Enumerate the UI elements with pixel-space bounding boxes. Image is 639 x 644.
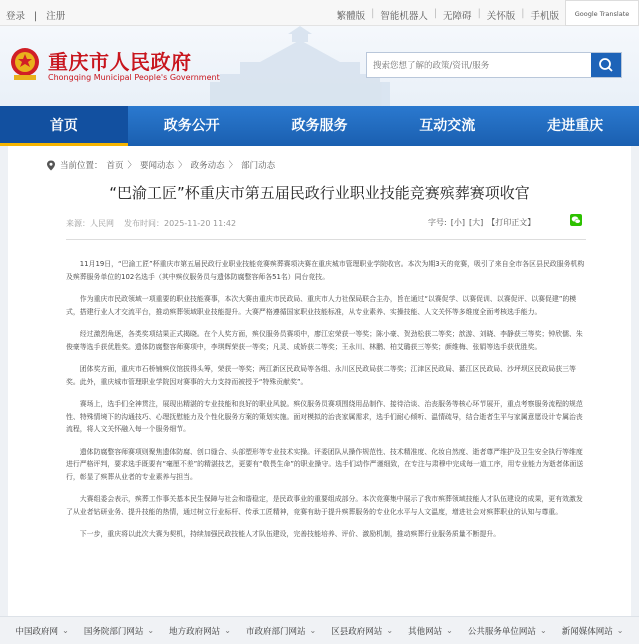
login-link[interactable]: 登录 (6, 11, 26, 22)
article-meta (66, 218, 236, 229)
font-size-label: 字号: (428, 218, 447, 227)
footer-link-label: 市政府部门网站 (245, 626, 306, 637)
nav-about-chongqing[interactable]: 走进重庆 (547, 118, 604, 134)
article-source: 来源：人民网 (66, 219, 114, 228)
nav-government-services[interactable]: 政务服务 (291, 118, 348, 134)
breadcrumb (46, 159, 275, 171)
search-button[interactable] (591, 53, 621, 77)
nav-home[interactable]: 首页 (0, 106, 128, 146)
register-link[interactable]: 注册 (46, 11, 66, 22)
article-title: “巴渝工匠”杯重庆市第五届民政行业职业技能竞赛殡葬赛项收官 (109, 184, 530, 202)
breadcrumb-separator: 〉 (127, 161, 137, 171)
footer-link-city-dept[interactable] (246, 625, 316, 637)
search-icon (591, 53, 621, 77)
separator: | (433, 8, 438, 19)
breadcrumb-dept-news[interactable]: 部门动态 (241, 161, 276, 171)
site-header (0, 26, 639, 106)
footer-link-label: 区县政府网站 (331, 626, 383, 637)
article-paragraph: 遗体防腐整容师赛项则聚焦遗体防腐、创口缝合、头部塑形等专业技术实操。评委团队从操作规范性、技术精准度、化妆自然度、逝者尊严维护及卫生安全执行等维度进行严格评判，要求选手既要有“毫厘不差”的精湛技艺，更要有“敬畏生命”的职业操守。选手们动作严谨细致，在专注与肃穆中完成每一道工序，用专业能力为逝者体面送行，彰显了殡葬从业者的专业素养与担当。 (66, 447, 584, 482)
footer-link-china-gov[interactable] (16, 625, 69, 637)
footer-link-news-media[interactable] (562, 625, 624, 637)
article-paragraph: 作为重庆市民政领域一项重要的职业技能赛事，本次大赛由重庆市民政局、重庆市人力社保局联合主办，旨在通过“以赛促学、以赛促训、以赛促评、以赛促建”的模式，搭建行业人才交流平台，推动殡葬领域职业技能提升。大赛严格遵循国家职业技能标准，从专业素养、实操技能、人文关怀等多维度全面考核选手能力。 (66, 295, 577, 316)
footer-link-label: 新闻媒体网站 (561, 626, 613, 637)
accessibility-link[interactable]: 无障碍 (443, 11, 472, 22)
font-small-button[interactable]: [小] (450, 218, 465, 227)
care-version-link[interactable]: 关怀版 (486, 11, 516, 22)
article-container (8, 146, 631, 616)
footer-link-local-gov[interactable] (169, 625, 231, 637)
footer-link-label: 国务院部门网站 (83, 626, 144, 637)
article-tools (428, 217, 535, 228)
footer-link-label: 公共服务单位网站 (467, 626, 536, 637)
chevron-down-icon: ⌄ (147, 626, 155, 635)
chevron-down-icon: ⌄ (616, 626, 624, 635)
national-emblem-icon (8, 46, 42, 82)
site-title[interactable]: 重庆市人民政府 (48, 50, 192, 74)
breadcrumb-separator: 〉 (178, 161, 187, 171)
google-translate-widget[interactable]: Google Translate (565, 0, 639, 26)
breadcrumb-separator: 〉 (228, 161, 238, 171)
traditional-chinese-link[interactable]: 繁體版 (336, 11, 366, 22)
site-subtitle: Chongqing Municipal People's Government (48, 73, 220, 82)
wechat-share-icon[interactable] (570, 214, 582, 226)
top-utility-bar (0, 0, 639, 26)
breadcrumb-label: 当前位置： (60, 161, 103, 171)
location-pin-icon (46, 160, 56, 171)
article-paragraph: 经过激烈角逐，各类奖项结果正式揭晓。在个人奖方面，殡仪服务员赛项中，廖江宏荣获一等奖；陈小豪、贺劲松获二等奖；歆游、刘晓、李静获三等奖；钟欣儒、朱俊豪等选手获优胜奖。遗体防腐整容师赛项中，李琪辉荣获一等奖；凡灵、成娇获二等奖；王永川、林鹏、柏艾璐获三等奖；颜维梅、张娟等选手获优胜奖。 (66, 330, 583, 351)
article-body (66, 258, 586, 551)
article-paragraph: 下一步，重庆将以此次大赛为契机，持续加强民政技能人才队伍建设，完善技能培养、评价、激励机制，推动殡葬行业服务质量不断提升。 (79, 530, 501, 539)
separator: | (34, 11, 38, 22)
mobile-version-link[interactable]: 手机版 (530, 11, 559, 22)
footer-link-state-council[interactable] (84, 625, 154, 637)
search-input[interactable] (373, 58, 585, 73)
article-date: 发布时间：2025-11-20 11:42 (124, 219, 237, 228)
separator: | (521, 8, 525, 19)
article-paragraph: 大赛组委会表示，殡葬工作事关基本民生保障与社会和谐稳定，是民政事业的重要组成部分。本次竞赛集中展示了我市殡葬领域技能人才队伍建设的成果，更有效激发了从业者钻研业务、提升技能的热情，通过树立行业标杆、传承工匠精神，竞赛有助于提升殡葬服务的专业化水平与人文温度，增进社会对殡葬职业的认知与尊重。 (66, 495, 583, 517)
footer-link-other[interactable] (408, 625, 453, 637)
article-paragraph: 11月19日，“巴渝工匠”杯重庆市第五届民政行业职业技能竞赛殡葬赛项决赛在重庆城市管理职业学院收官。本次为期3天的竞赛，吸引了来自全市各区县民政服务机构及殡葬服务单位的102名选手（其中殡仪服务员与遗体防腐整容师各51名）同台竞技。 (66, 260, 585, 281)
smart-robot-link[interactable]: 智能机器人 (380, 11, 428, 22)
footer-link-district-gov[interactable] (331, 625, 393, 637)
separator: | (371, 8, 375, 19)
breadcrumb-news[interactable]: 要闻动态 (140, 161, 175, 171)
footer-link-label: 其他网站 (408, 626, 443, 637)
breadcrumb-gov-news[interactable]: 政务动态 (190, 161, 225, 171)
chevron-down-icon: ⌄ (62, 626, 69, 635)
chevron-down-icon: ⌄ (309, 626, 317, 635)
breadcrumb-home[interactable]: 首页 (106, 161, 124, 171)
article-paragraph: 赛场上，选手们全神贯注，展现出精湛的专业技能和良好的职业风貌。殡仪服务员赛项围绕用品制作、接待洽谈、治丧服务等核心环节展开，重点考察服务流程的规范性、特殊情境下的沟通技巧、心理抚慰能力及个性化服务方案的策划实施。面对模拟的治丧家属需求，选手们耐心倾听、温情疏导，结合逝者生平与家属意愿设计专属治丧流程，将人文关怀融入每一个服务细节。 (66, 400, 583, 434)
nav-interaction[interactable]: 互动交流 (419, 118, 476, 134)
separator: | (477, 8, 481, 19)
chevron-down-icon: ⌄ (446, 626, 453, 635)
font-large-button[interactable]: [大] (468, 218, 484, 227)
divider (66, 239, 586, 240)
main-navigation (0, 106, 639, 146)
footer-link-public-service[interactable] (468, 625, 547, 637)
chevron-down-icon: ⌄ (224, 626, 231, 635)
print-button[interactable]: 【打印正文】 (487, 218, 536, 227)
search-box (366, 52, 622, 78)
chevron-down-icon: ⌄ (386, 626, 394, 635)
footer-links (0, 616, 639, 644)
nav-government-affairs[interactable]: 政务公开 (163, 118, 220, 134)
footer-link-label: 中国政府网 (15, 626, 59, 637)
footer-link-label: 地方政府网站 (169, 626, 221, 637)
chevron-down-icon: ⌄ (539, 626, 547, 635)
article-paragraph: 团体奖方面，重庆市石桥铺殡仪馆拔得头筹，荣获一等奖；两江新区民政局等各组、永川区民政局获二等奖；江津区民政局、綦江区民政局、沙坪坝区民政局获三等奖。此外，重庆城市管理职业学院因对赛事的大力支持而被授予“特殊贡献奖”。 (66, 365, 576, 386)
